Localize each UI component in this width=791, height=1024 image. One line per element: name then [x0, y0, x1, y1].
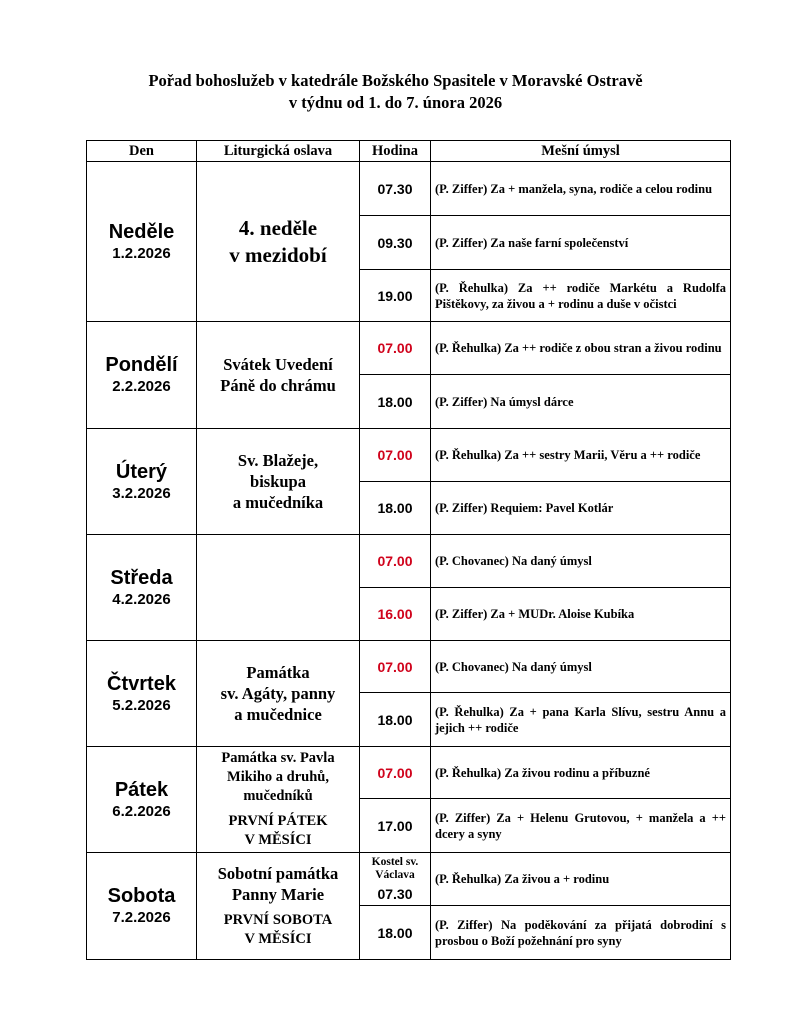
mass-time: 07.00: [360, 641, 431, 693]
celebration-note-line: V MĚSÍCI: [244, 832, 312, 848]
celebration-cell: [197, 641, 360, 747]
mass-intention: (P. Ziffer) Za naše farní společenství: [431, 216, 731, 270]
mass-intention: (P. Řehulka) Za živou rodinu a příbuzné: [431, 747, 731, 799]
day-date: 6.2.2026: [112, 802, 171, 820]
celebration-line: Památka sv. Pavla: [221, 750, 335, 766]
day-cell: [87, 747, 197, 853]
celebration-line: 4. neděle: [238, 215, 318, 240]
mass-intention: (P. Řehulka) Za + pana Karla Slívu, sestru Annu a jejich ++ rodiče: [431, 693, 731, 747]
mass-time: 18.00: [360, 482, 431, 535]
day-name: Sobota: [107, 885, 176, 907]
table-row: [87, 535, 731, 588]
day-name: Neděle: [108, 220, 175, 243]
celebration-line: Mikiho a druhů,: [227, 769, 329, 785]
mass-intention: (P. Chovanec) Na daný úmysl: [431, 641, 731, 693]
celebration-line: v mezidobí: [229, 242, 327, 267]
day-name: Pondělí: [105, 354, 178, 376]
celebration-line: Památka: [246, 663, 310, 682]
table-row: [87, 162, 731, 216]
mass-time: 07.30: [377, 886, 413, 902]
day-cell: [87, 641, 197, 747]
mass-time: 18.00: [360, 906, 431, 960]
celebration-cell: [197, 747, 360, 853]
col-header-celebration: Liturgická oslava: [197, 141, 360, 162]
table-row: [87, 641, 731, 693]
church-name-line: Kostel sv.: [371, 856, 419, 868]
mass-time: 18.00: [360, 375, 431, 429]
celebration-line: a mučedníka: [232, 493, 324, 512]
header-row: [87, 141, 731, 162]
celebration-line: Sobotní památka: [217, 864, 339, 883]
day-name: Středa: [110, 566, 173, 589]
celebration-line: Sv. Blažeje,: [237, 451, 319, 470]
celebration-line: Svátek Uvedení: [223, 355, 333, 374]
day-name: Čtvrtek: [107, 672, 176, 695]
table-row: [87, 322, 731, 375]
mass-intention: (P. Řehulka) Za ++ sestry Marii, Věru a ++ rodiče: [431, 429, 731, 482]
celebration-cell: [197, 853, 360, 960]
mass-time: 07.00: [360, 322, 431, 375]
day-cell: [87, 853, 197, 960]
schedule-table: [86, 140, 731, 960]
col-header-day: Den: [87, 141, 197, 162]
mass-intention: (P. Ziffer) Na úmysl dárce: [431, 375, 731, 429]
day-date: 4.2.2026: [112, 590, 171, 608]
celebration-cell: [197, 322, 360, 429]
celebration-line: biskupa: [250, 472, 306, 491]
col-header-intention: Mešní úmysl: [431, 141, 731, 162]
day-cell: [87, 429, 197, 535]
title-line-2: v týdnu od 1. do 7. února 2026: [288, 93, 503, 112]
mass-time: 07.00: [360, 747, 431, 799]
church-name-line: Václava: [375, 869, 415, 881]
day-name: Úterý: [115, 460, 168, 483]
mass-intention: (P. Ziffer) Za + manžela, syna, rodiče a celou rodinu: [431, 162, 731, 216]
table-row: [87, 747, 731, 799]
mass-intention: (P. Ziffer) Za + MUDr. Aloise Kubíka: [431, 588, 731, 641]
mass-intention: (P. Řehulka) Za ++ rodiče Markétu a Rudolfa Pištěkovy, za živou a + rodinu a duše v očistci: [431, 270, 731, 322]
mass-time: 07.30: [360, 162, 431, 216]
mass-time: 16.00: [360, 588, 431, 641]
celebration-line: mučedníků: [243, 788, 313, 804]
celebration-line: Páně do chrámu: [220, 376, 336, 395]
mass-time: 09.30: [360, 216, 431, 270]
mass-time: 18.00: [360, 693, 431, 747]
celebration-note: [197, 812, 359, 850]
celebration-note-line: PRVNÍ SOBOTA: [223, 912, 333, 928]
celebration-line: a mučednice: [234, 705, 322, 724]
celebration-cell: [197, 535, 360, 641]
day-date: 5.2.2026: [112, 696, 171, 714]
celebration-line: Panny Marie: [231, 885, 325, 904]
mass-time: 17.00: [360, 799, 431, 853]
day-date: 1.2.2026: [112, 244, 171, 262]
church-name: [360, 856, 430, 882]
mass-time: 07.00: [360, 535, 431, 588]
mass-intention: (P. Ziffer) Na poděkování za přijatá dobrodiní s prosbou o Boží požehnání pro syny: [431, 906, 731, 960]
celebration-note-line: PRVNÍ PÁTEK: [228, 813, 328, 829]
day-cell: [87, 322, 197, 429]
mass-intention: (P. Ziffer) Requiem: Pavel Kotlár: [431, 482, 731, 535]
mass-intention: (P. Řehulka) Za živou a + rodinu: [431, 853, 731, 906]
day-cell: [87, 535, 197, 641]
mass-time-cell: [360, 853, 431, 906]
title-line-1: Pořad bohoslužeb v katedrále Božského Spasitele v Moravské Ostravě: [148, 71, 643, 90]
mass-intention: (P. Chovanec) Na daný úmysl: [431, 535, 731, 588]
table-row: [87, 853, 731, 906]
mass-intention: (P. Ziffer) Za + Helenu Grutovou, + manžela a ++ dcery a syny: [431, 799, 731, 853]
table-row: [87, 429, 731, 482]
col-header-time: Hodina: [360, 141, 431, 162]
day-name: Pátek: [114, 778, 169, 801]
celebration-cell: [197, 429, 360, 535]
day-date: 3.2.2026: [112, 484, 171, 502]
mass-time: 19.00: [360, 270, 431, 322]
day-cell: [87, 162, 197, 322]
page-title: [0, 70, 791, 114]
day-date: 2.2.2026: [112, 378, 171, 395]
celebration-line: sv. Agáty, panny: [220, 684, 336, 703]
mass-intention: (P. Řehulka) Za ++ rodiče z obou stran a živou rodinu: [431, 322, 731, 375]
celebration-cell: [197, 162, 360, 322]
mass-time: 07.00: [360, 429, 431, 482]
day-date: 7.2.2026: [112, 909, 171, 926]
celebration-note-line: V MĚSÍCI: [244, 931, 312, 947]
